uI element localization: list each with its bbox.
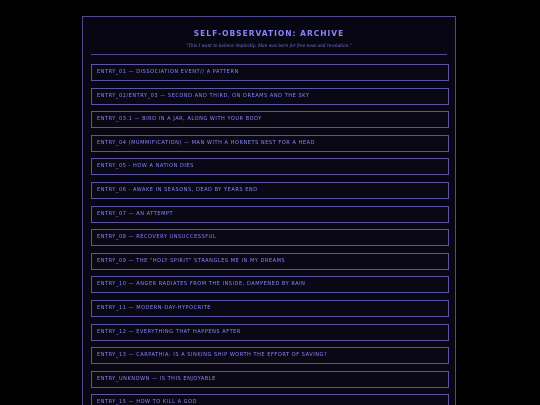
entry-link-07[interactable]: ENTRY_07 — AN ATTEMPT	[91, 206, 449, 223]
entry-link-08[interactable]: ENTRY_08 — RECOVERY UNSUCCESSFUL	[91, 229, 449, 246]
archive-title: SELF-OBSERVATION: ARCHIVE	[193, 29, 345, 38]
entry-link-05[interactable]: ENTRY_05 - HOW A NATION DIES	[91, 158, 449, 175]
entry-link-06[interactable]: ENTRY_06 - AWAKE IN SEASONS, DEAD BY YEARS END	[91, 182, 449, 199]
entry-link-02-03[interactable]: ENTRY_02/ENTRY_03 — SECOND AND THIRD, ON DREAMS AND THE SKY	[91, 88, 449, 105]
entry-link-01[interactable]: ENTRY_01 — DISSOCIATION EVENT// A PATTERN	[91, 64, 449, 81]
entry-link-12[interactable]: ENTRY_12 — EVERYTHING THAT HAPPENS AFTER	[91, 324, 449, 341]
entry-list	[91, 64, 449, 405]
archive-quote: "This I want to believe implicitly: Man was born for free-ness and revolution."	[186, 43, 352, 48]
title-divider	[91, 54, 447, 55]
entry-link-09[interactable]: ENTRY_09 — THE "HOLY SPIRIT" STRANGLES ME IN MY DREAMS	[91, 253, 449, 270]
entry-link-04[interactable]: ENTRY_04 (MUMMIFICATION) — MAN WITH A HORNETS NEST FOR A HEAD	[91, 135, 449, 152]
entry-link-13[interactable]: ENTRY_13 — CARPATHIA: IS A SINKING SHIP WORTH THE EFFORT OF SAVING?	[91, 347, 449, 364]
entry-link-10[interactable]: ENTRY_10 — ANGER RADIATES FROM THE INSIDE, DAMPENED BY RAIN	[91, 276, 449, 293]
entry-link-unknown[interactable]: ENTRY_UNKNOWN — IS THIS ENJOYABLE	[91, 371, 449, 388]
archive-panel	[82, 16, 456, 405]
entry-link-03-1[interactable]: ENTRY_03.1 — BIRD IN A JAR, ALONG WITH YOUR BODY	[91, 111, 449, 128]
entry-link-11[interactable]: ENTRY_11 — MODERN-DAY-HYPOCRITE	[91, 300, 449, 317]
entry-link-15[interactable]: ENTRY_15 — HOW TO KILL A GOD	[91, 394, 449, 405]
